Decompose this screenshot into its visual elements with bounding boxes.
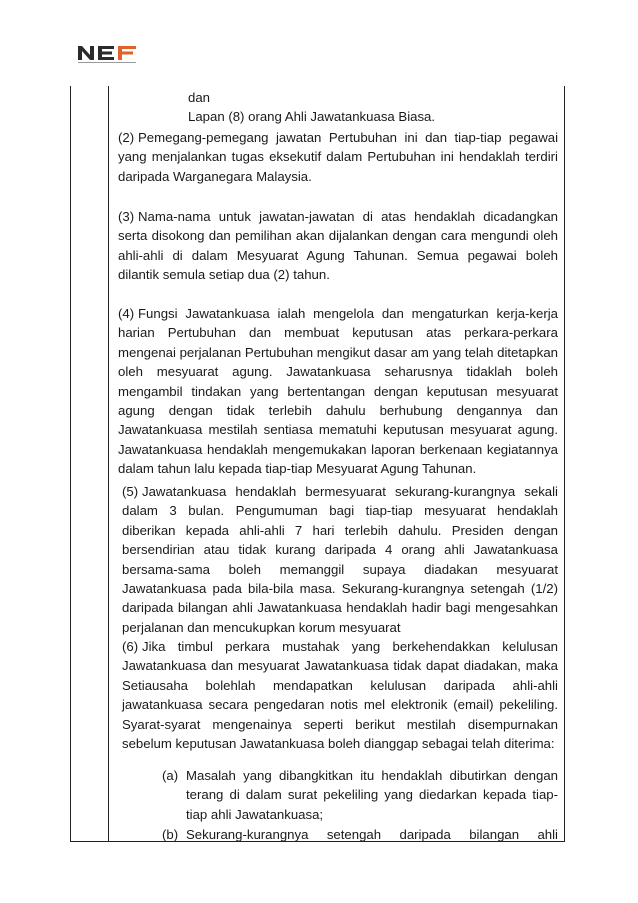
- paragraph-number: (4): [118, 306, 135, 321]
- continuation-line-1: dan: [188, 90, 211, 105]
- paragraph-6: [122, 637, 558, 753]
- list-label: (a): [162, 768, 179, 783]
- list-text: Sekurang-kurangnya setengah daripada bilangan ahli: [186, 827, 558, 842]
- table-column-divider: [108, 86, 109, 842]
- paragraph-text: Jawatankuasa hendaklah bermesyuarat sekurang-kurangnya sekali dalam 3 bulan. Pengumuman bagi tiap-tiap mesyuarat hendaklah diberikan kepada ahli-ahli 7 hari terlebih dahulu. Presiden dengan bersendirian atau tidak kurang daripada 4 orang ahli Jawatankuasa bersama-sama boleh memanggil supaya diadakan mesyuarat Jawatankuasa pada bila-bila masa. Sekurang-kurangnya setengah (1/2) daripada bilangan ahli Jawatankuasa hendaklah hadir bagi mengesahkan perjalanan dan mencukupkan korum mesyuarat: [122, 484, 558, 635]
- paragraph-text: Nama-nama untuk jawatan-jawatan di atas hendaklah dicadangkan serta disokong dan pemilihan akan dijalankan dengan cara mengundi oleh ahli-ahli di dalam Mesyuarat Agung Tahunan. Semua pegawai boleh dilantik semula setiap dua (2) tahun.: [118, 209, 558, 283]
- list-text: Masalah yang dibangkitkan itu hendaklah dibutirkan dengan terang di dalam surat pekeliling yang diedarkan kepada tiap-tiap ahli Jawatankuasa;: [186, 768, 558, 822]
- nef-logo: [76, 42, 166, 66]
- paragraph-text: Jika timbul perkara mustahak yang berkehendakkan kelulusan Jawatankuasa dan mesyuarat Jawatankuasa tidak dapat diadakan, maka Setiausaha bolehlah mendapatkan kelulusan daripada ahli-ahli jawatankuasa secara pengedaran notis mel elektronik (email) pekeliling. Syarat-syarat mengenainya seperti berikut mestilah disempurnakan sebelum keputusan Jawatankuasa boleh dianggap sebagai telah diterima:: [122, 639, 558, 752]
- paragraph-text: Fungsi Jawatankuasa ialah mengelola dan mengaturkan kerja-kerja harian Pertubuhan dan membuat keputusan atas perkara-perkara mengenai perjalanan Pertubuhan mengikut dasar am yang telah ditetapkan oleh mesyuarat agung. Jawatankuasa seharusnya tidaklah boleh mengambil tindakan yang bertentangan dengan keputusan mesyuarat agung dengan tidak terlebih dahulu berhubung dengannya dan Jawatankuasa mestilah sentiasa mematuhi keputusan mesyuarat agung. Jawatankuasa hendaklah mengemukakan laporan berkenaan kegiatannya dalam tahun lalu kepada tiap-tiap Mesyuarat Agung Tahunan.: [118, 306, 558, 477]
- list-label: (b): [162, 827, 179, 842]
- paragraph-number: (3): [118, 209, 135, 224]
- paragraph-number: (6): [122, 639, 139, 654]
- paragraph-2: [118, 128, 558, 186]
- paragraph-4: [118, 304, 558, 479]
- paragraph-number: (2): [118, 130, 135, 145]
- continuation-line-2: Lapan (8) orang Ahli Jawatankuasa Biasa.: [188, 109, 436, 124]
- paragraph-text: Pemegang-pemegang jawatan Pertubuhan ini dan tiap-tiap pegawai yang menjalankan tugas eksekutif dalam Pertubuhan ini hendaklah terdiri daripada Warganegara Malaysia.: [118, 130, 558, 184]
- list-item-b: [162, 825, 558, 844]
- list-item-a: [162, 766, 558, 824]
- paragraph-3: [118, 207, 558, 285]
- paragraph-5: [122, 482, 558, 637]
- paragraph-number: (5): [122, 484, 139, 499]
